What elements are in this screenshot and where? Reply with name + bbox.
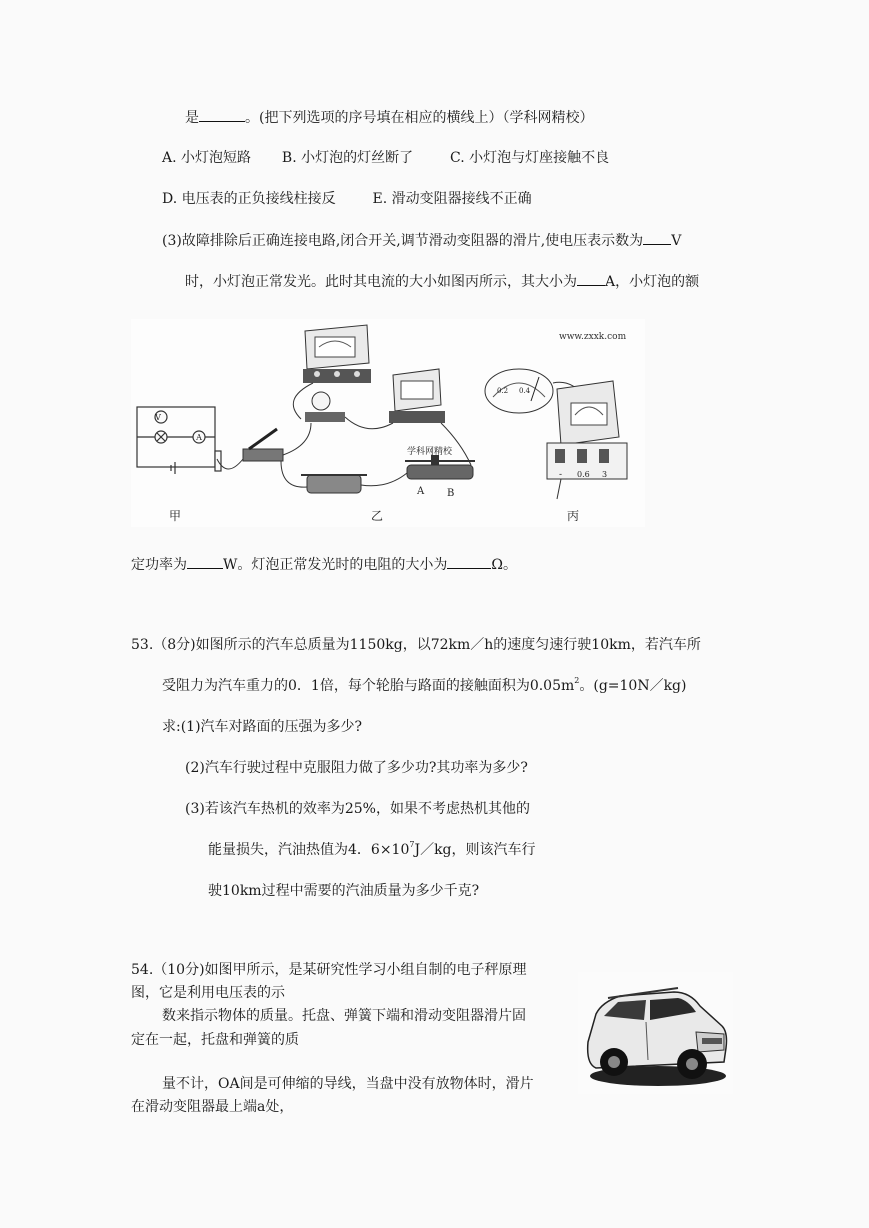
q53-line-1: 53.（8分)如图所示的汽车总质量为1150kg，以72km／h的速度匀速行驶10km，若汽车所 <box>131 637 701 653</box>
q52-text: 。(把下列选项的序号填在相应的横线上）（学科网精校） <box>245 110 594 126</box>
car-illustration <box>578 972 733 1094</box>
q52-text: (3)故障排除后正确连接电路,闭合开关,调节滑动变阻器的滑片,使电压表示数为 <box>162 233 644 249</box>
rheostat-terminal-a: A <box>417 486 425 497</box>
q53-text: 。(g=10N／kg) <box>579 678 687 694</box>
q53-line-7: 驶10km过程中需要的汽油质量为多少千克? <box>208 883 480 899</box>
circuit-diagram <box>131 319 645 527</box>
ammeter-terminal-3: 3 <box>602 470 608 479</box>
q53-text: J／kg，则该汽车行 <box>414 842 536 858</box>
q53-line-5: (3)若该汽车热机的效率为25%，如果不考虑热机其他的 <box>185 801 530 817</box>
answer-blank <box>199 107 245 122</box>
q53-text: 受阻力为汽车重力的0．1倍，每个轮胎与路面的接触面积为0.05m <box>162 678 575 694</box>
q52-part3-line-3 <box>131 554 517 575</box>
ammeter-scale-02: 0.2 <box>497 387 509 395</box>
q52-text: W。灯泡正常发光时的电阻的大小为 <box>223 557 448 573</box>
q53-line-3: 求:(1)汽车对路面的压强为多少? <box>162 719 363 735</box>
car-image <box>578 972 733 1094</box>
ammeter-terminal-minus: - <box>559 470 563 480</box>
q54-line-4: 定在一起，托盘和弹簧的质 <box>131 1032 299 1048</box>
schematic-ammeter-label: A <box>196 433 202 442</box>
ammeter-scale-04: 0.4 <box>519 387 531 395</box>
q54-line-6: 在滑动变阻器最上端a处， <box>131 1099 294 1115</box>
option-e: E. 滑动变阻器接线不正确 <box>372 191 532 207</box>
q54-line-5: 量不计，OA间是可伸缩的导线，当盘中没有放物体时，滑片 <box>162 1076 534 1092</box>
q54-line-3: 数来指示物体的质量。托盘、弹簧下端和滑动变阻器滑片固 <box>162 1008 526 1024</box>
option-b: B. 小灯泡的灯丝断了 <box>281 150 414 166</box>
q52-part3-line-2 <box>185 271 699 292</box>
q53-line-2 <box>162 676 687 696</box>
q53-text: 能量损失，汽油热值为4．6×10 <box>208 842 410 858</box>
q54-line-2: 图，它是利用电压表的示 <box>131 985 285 1001</box>
option-d: D. 电压表的正负接线柱接反 <box>162 191 336 207</box>
q52-text: V <box>671 233 682 249</box>
circuit-figure <box>131 319 645 527</box>
schematic-jia <box>137 407 221 474</box>
q52-options-row-1 <box>162 148 609 168</box>
q52-text: 是 <box>185 110 199 126</box>
rheostat-terminal-b: B <box>447 488 455 499</box>
q53-superscript: 2 <box>574 676 580 685</box>
answer-blank <box>447 554 491 569</box>
q52-line-1 <box>185 107 593 128</box>
answer-blank <box>577 271 605 286</box>
figure-label-yi: 乙 <box>371 509 384 523</box>
figure-label-bing: 丙 <box>567 509 580 523</box>
q52-text: Ω。 <box>491 557 517 573</box>
answer-blank <box>643 230 671 245</box>
q53-superscript: 7 <box>409 840 415 849</box>
watermark-text: www.zxxk.com <box>559 332 627 342</box>
schematic-voltmeter-label: V <box>155 413 161 422</box>
q52-text: A，小灯泡的额 <box>605 274 700 290</box>
q52-text: 定功率为 <box>131 557 187 573</box>
figure-label-jia: 甲 <box>169 509 182 523</box>
q53-line-6 <box>208 840 536 860</box>
option-a: A. 小灯泡短路 <box>162 150 252 166</box>
answer-blank <box>187 554 223 569</box>
ammeter-terminal-06: 0.6 <box>577 470 590 479</box>
setup-yi <box>217 325 475 493</box>
q53-line-4: (2)汽车行驶过程中克服阻力做了多少功?其功率为多少? <box>185 760 528 776</box>
q52-part3-line-1 <box>162 230 681 251</box>
q52-text: 时，小灯泡正常发光。此时其电流的大小如图丙所示，其大小为 <box>185 274 577 290</box>
stamp-text: 学科网精校 <box>407 447 453 457</box>
q52-options-row-2 <box>162 189 532 209</box>
q54-line-1: 54.（10分)如图甲所示，是某研究性学习小组自制的电子秤原理 <box>131 962 527 978</box>
option-c: C. 小灯泡与灯座接触不良 <box>450 150 610 166</box>
